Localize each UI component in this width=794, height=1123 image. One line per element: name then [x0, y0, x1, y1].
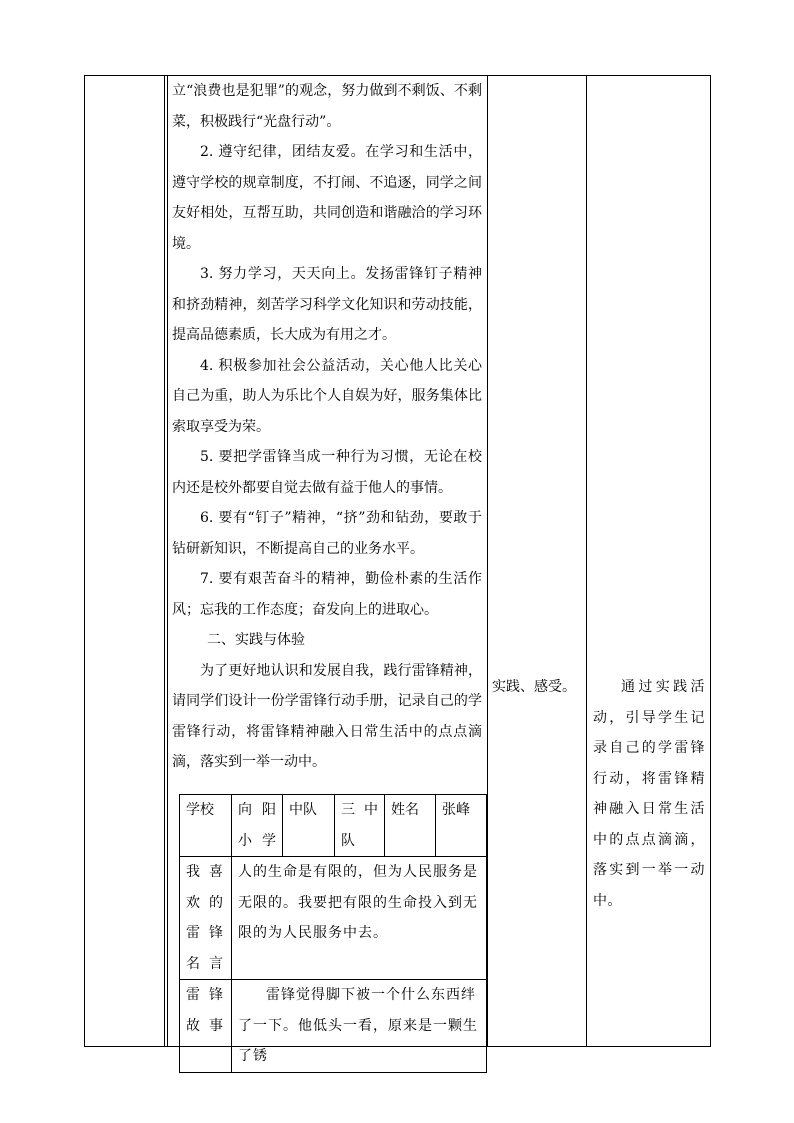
- table-border-left: [84, 75, 85, 1047]
- section-heading-practice: 二、实践与体验: [207, 632, 305, 648]
- quote-label: 我喜欢的雷锋名言: [180, 857, 232, 980]
- name-value: 张峰: [436, 795, 487, 857]
- student-activity: 实践、感受。: [492, 679, 576, 695]
- content-paragraph-6: 6. 要有“钉子”精神，“挤”劲和钻劲，要敢于钻研新知识，不断提高自己的业务水平。: [172, 510, 482, 557]
- table-column-divider-3: [487, 75, 488, 1047]
- table-column-divider-4: [586, 75, 587, 1047]
- content-paragraph-7: 7. 要有艰苦奋斗的精神，勤俭朴素的生活作风；忘我的工作态度；奋发向上的进取心。: [172, 571, 482, 618]
- story-label: 雷锋故事: [180, 980, 232, 1073]
- quote-text: 人的生命是有限的，但为人民服务是无限的。我要把有限的生命投入到无限的为人民服务中去。: [232, 857, 487, 980]
- school-value: 向阳小学: [232, 795, 283, 857]
- teaching-content: [172, 76, 482, 778]
- content-paragraph-continued: 立“浪费也是犯罪”的观念，努力做到不剩饭、不剩菜，积极践行“光盘行动”。: [172, 83, 482, 130]
- content-paragraph-3: 3. 努力学习，天天向上。发扬雷锋钉子精神和挤劲精神，刻苦学习科学文化知识和劳动技能，提高品德素质，长大成为有用之才。: [172, 266, 482, 343]
- practice-intro-paragraph: 为了更好地认识和发展自我，践行雷锋精神，请同学们设计一份学雷锋行动手册，记录自己的学雷锋行动，将雷锋精神融入日常生活中的点点滴滴，落实到一举一动中。: [172, 662, 482, 770]
- content-paragraph-2: 2. 遵守纪律，团结友爱。在学习和生活中，遵守学校的规章制度，不打闹、不追逐，同学之间友好相处，互帮互助，共同创造和谐融洽的学习环境。: [172, 144, 482, 252]
- squad-label: 中队: [283, 795, 335, 857]
- table-column-divider-1: [164, 75, 165, 1047]
- content-paragraph-5: 5. 要把学雷锋当成一种行为习惯，无论在校内还是校外都要自觉去做有益于他人的事情。: [172, 449, 482, 496]
- handbook-row-quote: [180, 857, 487, 980]
- story-text: 雷锋觉得脚下被一个什么东西绊了一下。他低头一看，原来是一颗生了锈: [232, 980, 487, 1073]
- name-label: 姓名: [385, 795, 436, 857]
- squad-value: 三中队: [335, 795, 385, 857]
- table-border-right: [710, 75, 711, 1047]
- handbook-row-story: [180, 980, 487, 1073]
- table-column-divider-2: [167, 75, 168, 1047]
- lei-feng-action-handbook: [179, 794, 487, 1073]
- school-label: 学校: [180, 795, 232, 857]
- content-paragraph-4: 4. 积极参加社会公益活动，关心他人比关心自己为重，助人为乐比个人自娱为好，服务集体比索取享受为荣。: [172, 357, 482, 435]
- design-intent: [593, 672, 705, 916]
- design-intent-text: 通过实践活动，引导学生记录自己的学雷锋行动，将雷锋精神融入日常生活中的点点滴滴，落实到一举一动中。: [593, 679, 705, 909]
- handbook-row-info: [180, 795, 487, 857]
